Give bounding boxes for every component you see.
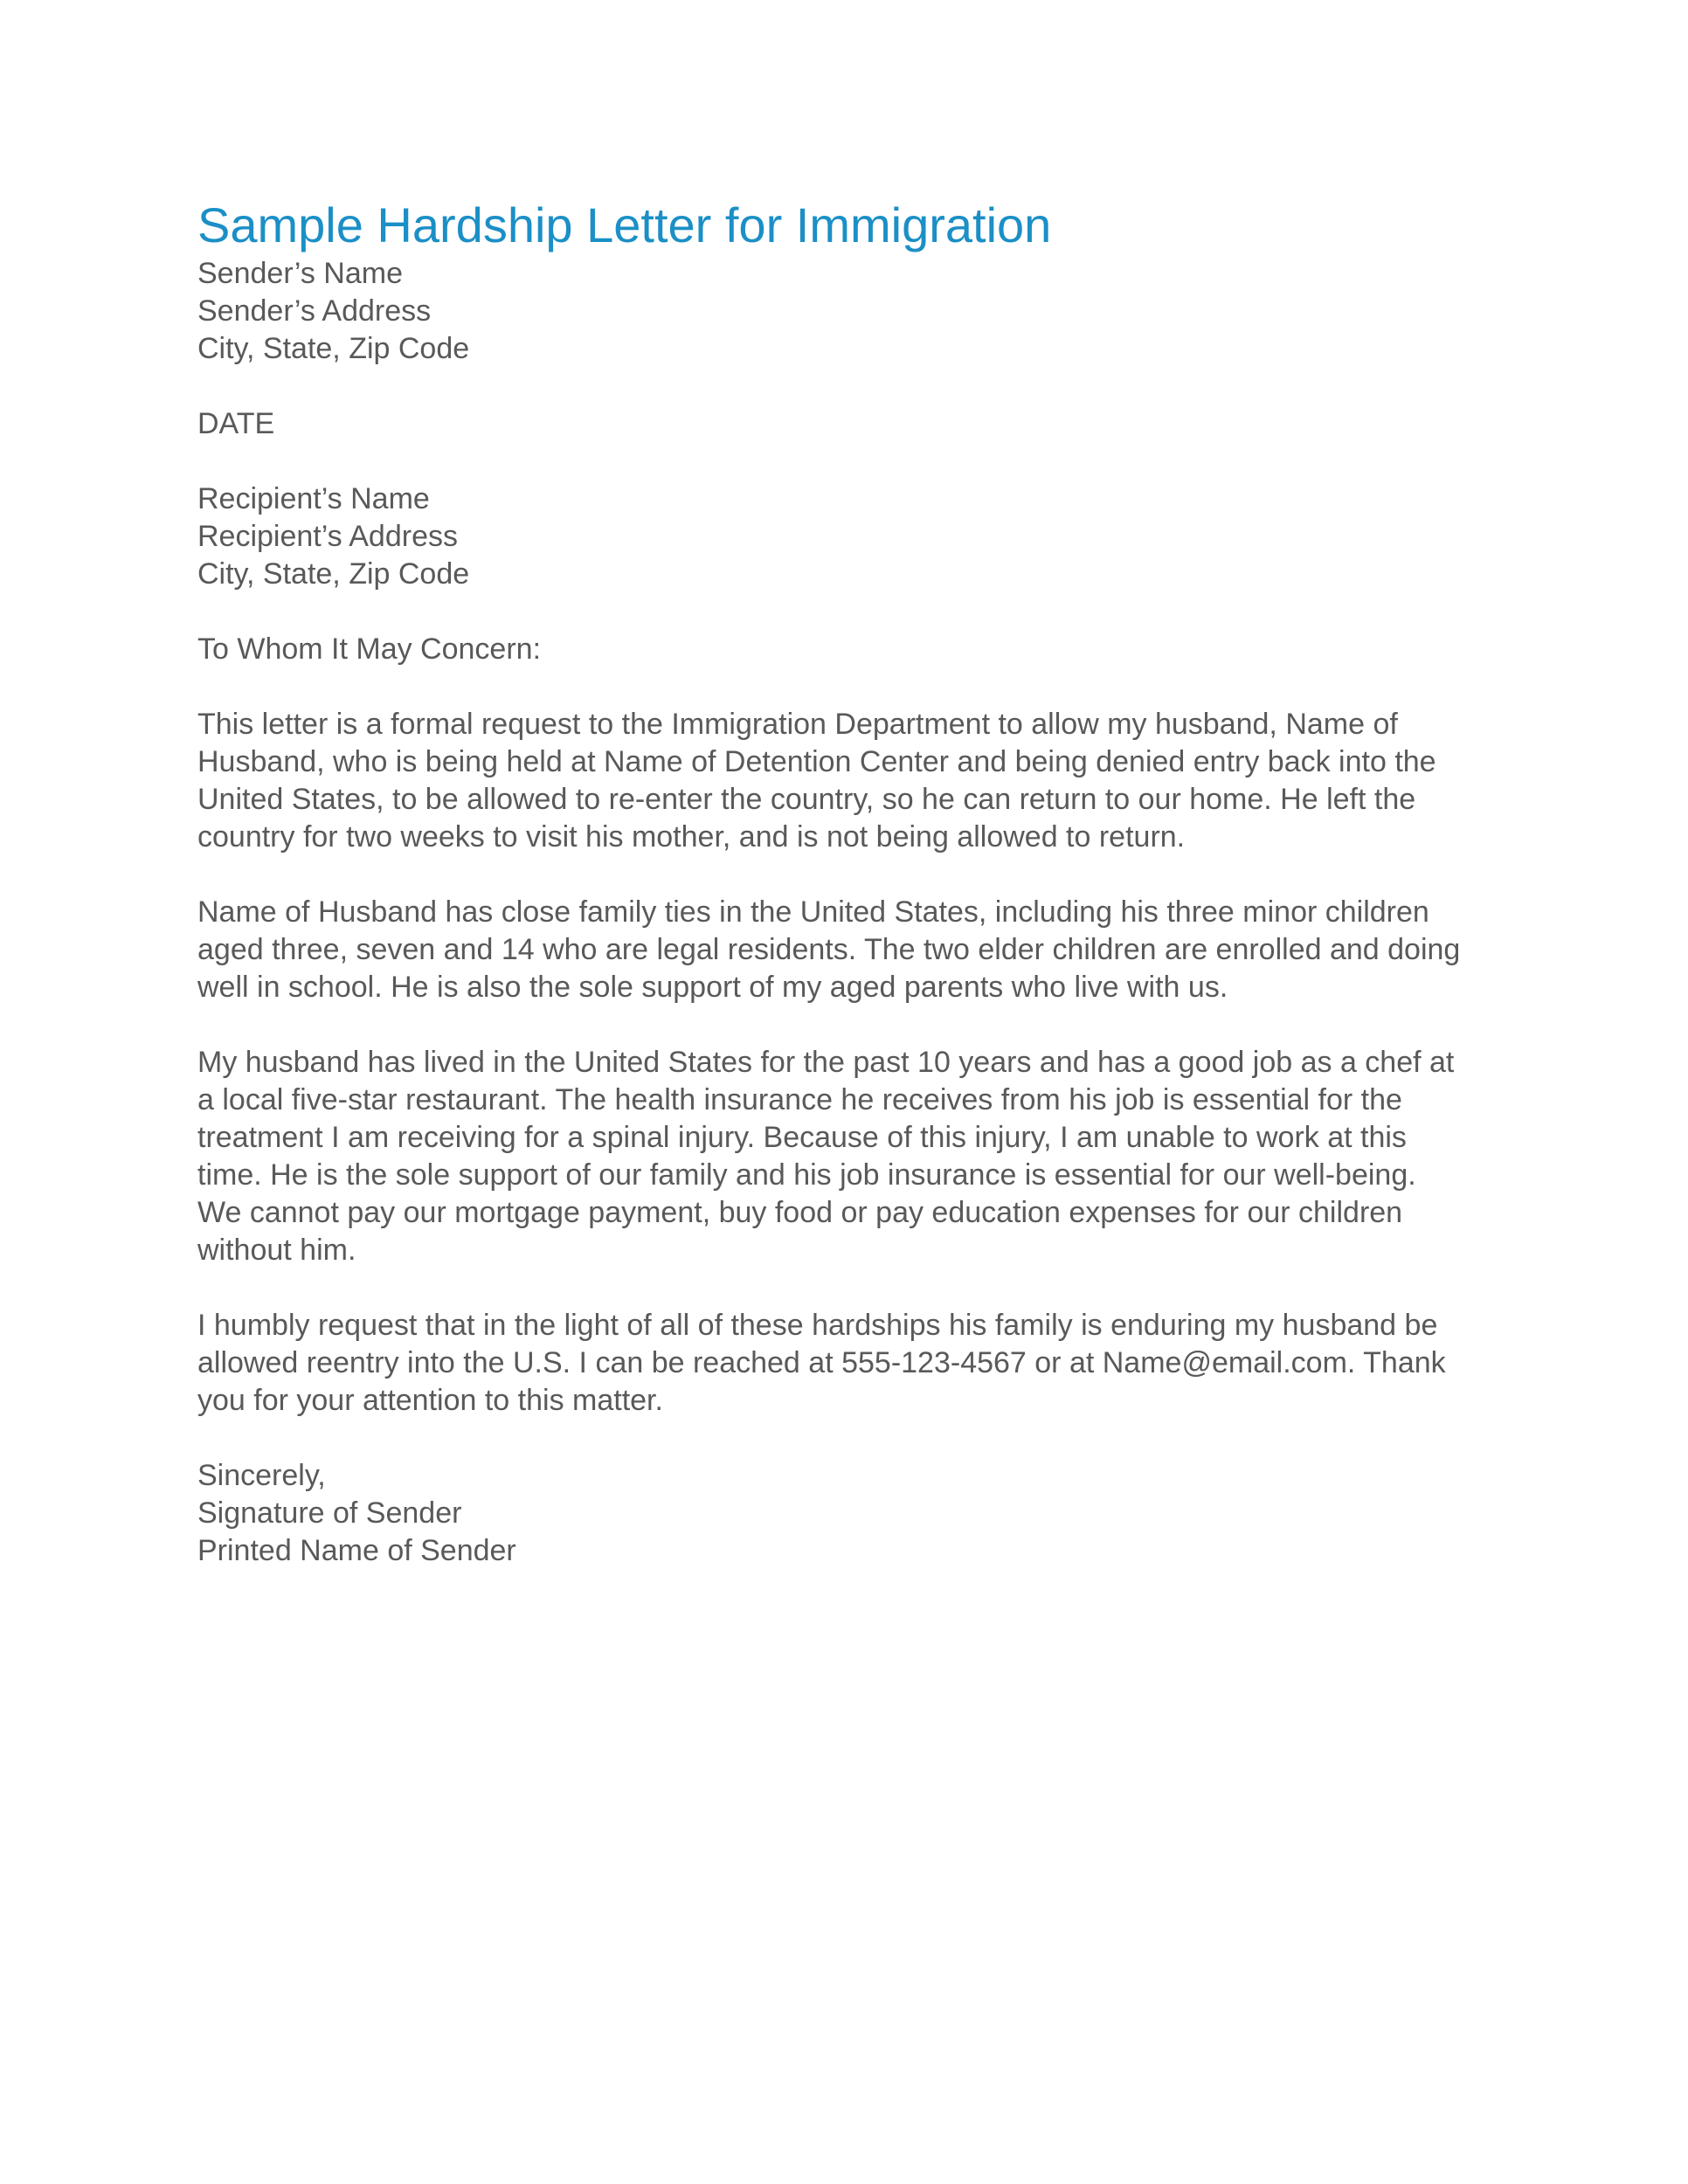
paragraph-line: We cannot pay our mortgage payment, buy food or pay education expenses for our children: [197, 1196, 1403, 1229]
paragraph-closing-request: [197, 1307, 1508, 1420]
salutation: To Whom It May Concern:: [197, 632, 542, 666]
sender-block: [197, 255, 1508, 368]
paragraph-line: a local five-star restaurant. The health insurance he receives from his job is essential for the: [197, 1083, 1402, 1116]
paragraph-line: country for two weeks to visit his mother, and is not being allowed to return.: [197, 820, 1186, 854]
printed-name: Printed Name of Sender: [197, 1534, 516, 1567]
sender-address: Sender’s Address: [197, 294, 432, 328]
letter-page: [197, 197, 1508, 1570]
paragraph-request: [197, 706, 1508, 856]
paragraph-line: well in school. He is also the sole support of my aged parents who live with us.: [197, 971, 1228, 1004]
letter-date: DATE: [197, 407, 275, 440]
paragraph-employment: [197, 1044, 1508, 1269]
paragraph-line: allowed reentry into the U.S. I can be reached at 555-123-4567 or at Name@email.com. Thank: [197, 1346, 1446, 1379]
paragraph-line: Husband, who is being held at Name of Detention Center and being denied entry back into the: [197, 745, 1436, 778]
paragraph-line: you for your attention to this matter.: [197, 1384, 663, 1417]
recipient-block: [197, 480, 1508, 593]
sign-off: Sincerely,: [197, 1459, 326, 1492]
paragraph-family-ties: [197, 894, 1508, 1006]
paragraph-line: United States, to be allowed to re-enter the country, so he can return to our home. He left the: [197, 783, 1416, 816]
paragraph-line: My husband has lived in the United States for the past 10 years and has a good job as a chef at: [197, 1046, 1455, 1079]
recipient-city-state-zip: City, State, Zip Code: [197, 557, 470, 591]
paragraph-line: treatment I am receiving for a spinal injury. Because of this injury, I am unable to work at this: [197, 1121, 1407, 1154]
paragraph-line: without him.: [197, 1234, 356, 1267]
paragraph-line: aged three, seven and 14 who are legal residents. The two elder children are enrolled and doing: [197, 933, 1461, 966]
paragraph-line: time. He is the sole support of our family and his job insurance is essential for our well-being.: [197, 1158, 1416, 1192]
letter-title: Sample Hardship Letter for Immigration: [197, 197, 1052, 252]
recipient-name: Recipient’s Name: [197, 482, 430, 515]
recipient-address: Recipient’s Address: [197, 520, 458, 553]
signature: Signature of Sender: [197, 1496, 462, 1530]
sender-name: Sender’s Name: [197, 257, 403, 290]
paragraph-line: I humbly request that in the light of all of these hardships his family is enduring my husband be: [197, 1309, 1438, 1342]
sender-city-state-zip: City, State, Zip Code: [197, 332, 470, 365]
closing-block: [197, 1457, 1508, 1570]
paragraph-line: This letter is a formal request to the Immigration Department to allow my husband, Name of: [197, 708, 1398, 741]
paragraph-line: Name of Husband has close family ties in the United States, including his three minor children: [197, 895, 1429, 929]
